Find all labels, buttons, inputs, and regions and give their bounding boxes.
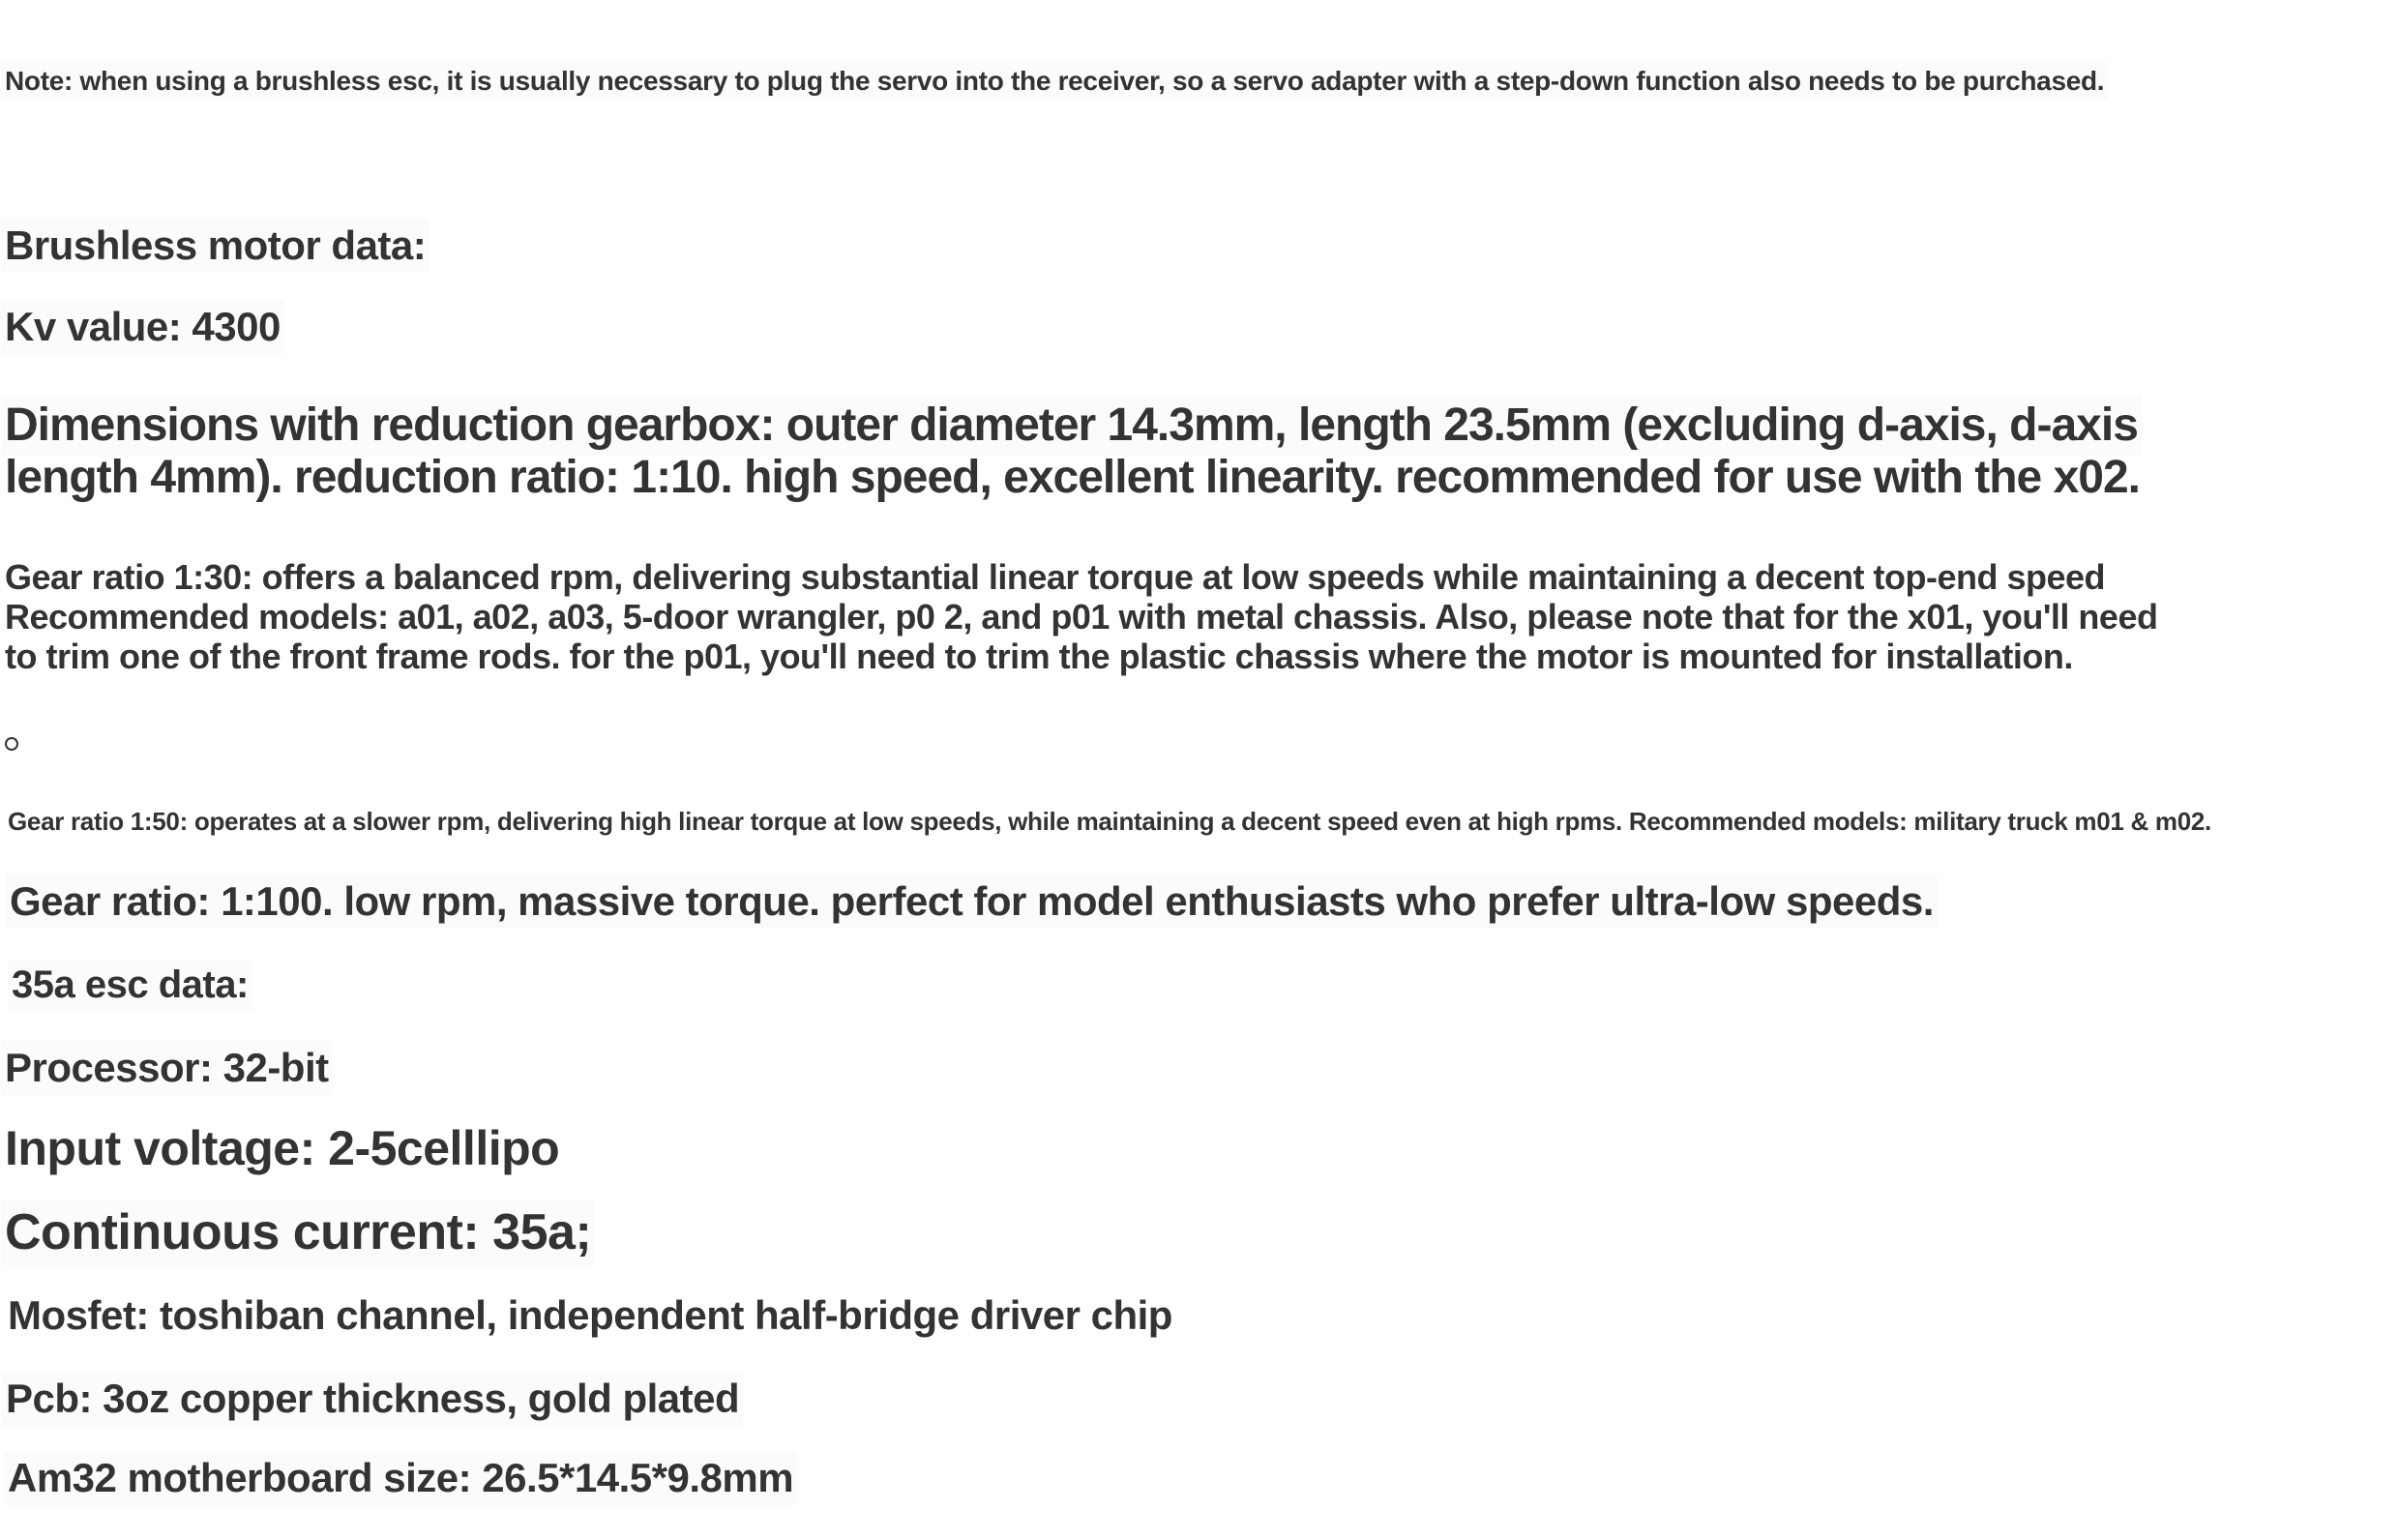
circle-outline-icon <box>5 737 18 751</box>
brushless-motor-data-heading: Brushless motor data: <box>5 222 427 268</box>
gear-ratio-1-30-line-3: to trim one of the front frame rods. for the p01, you'll need to trim the plastic chassis where the motor is mounted for installation. <box>5 637 2073 676</box>
motherboard-size-text: Am32 motherboard size: 26.5*14.5*9.8mm <box>8 1455 794 1500</box>
gear-ratio-1-50-text: Gear ratio 1:50: operates at a slower rpm, delivering high linear torque at low speeds, while maintaining a decent speed even at high rpms. Recommended models: military truck m01 & m02. <box>8 807 2211 836</box>
dimensions-paragraph-line-1: Dimensions with reduction gearbox: outer diameter 14.3mm, length 23.5mm (excluding d-axis, d-axis <box>5 400 2138 451</box>
mosfet-text: Mosfet: toshiban channel, independent half-bridge driver chip <box>8 1292 1172 1338</box>
kv-value-text: Kv value: 4300 <box>5 304 281 349</box>
esc-data-heading: 35a esc data: <box>12 963 249 1006</box>
continuous-current-text: Continuous current: 35a; <box>5 1204 592 1260</box>
input-voltage-text: Input voltage: 2-5celllipo <box>5 1121 560 1175</box>
gear-ratio-1-30-line-1: Gear ratio 1:30: offers a balanced rpm, delivering substantial linear torque at low speeds while maintaining a decent top-end speed <box>5 557 2106 597</box>
gear-ratio-1-100-text: Gear ratio: 1:100. low rpm, massive torque. perfect for model enthusiasts who prefer ultra-low speeds. <box>10 878 1934 924</box>
processor-text: Processor: 32-bit <box>5 1045 329 1090</box>
note-text: Note: when using a brushless esc, it is usually necessary to plug the servo into the receiver, so a servo adapter with a step-down function also needs to be purchased. <box>5 66 2105 96</box>
gear-ratio-1-30-line-2: Recommended models: a01, a02, a03, 5-door wrangler, p0 2, and p01 with metal chassis. Also, please note that for the x01, you'll need <box>5 597 2158 637</box>
dimensions-paragraph-line-2: length 4mm). reduction ratio: 1:10. high speed, excellent linearity. recommended for use with the x02. <box>5 452 2140 503</box>
pcb-text: Pcb: 3oz copper thickness, gold plated <box>6 1376 740 1421</box>
